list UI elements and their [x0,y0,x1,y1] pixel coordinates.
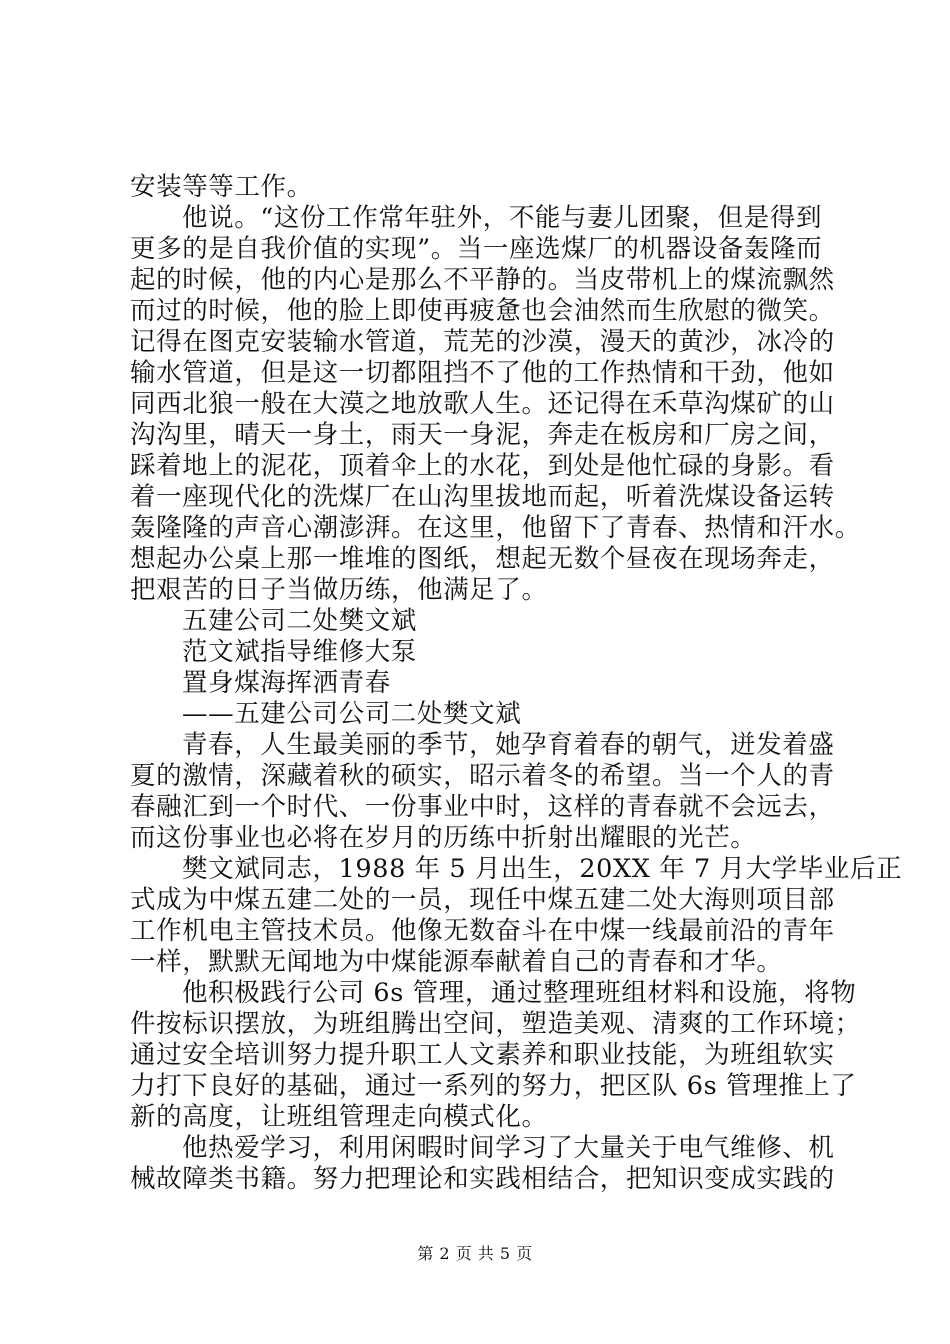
article-byline: ——五建公司公司二处樊文斌 [182,699,522,729]
text-line: 他热爱学习，利用闲暇时间学习了大量关于电气维修、机 [182,1133,835,1163]
text-line: 他说。“这份工作常年驻外，不能与妻儿团聚，但是得到 [182,203,823,233]
text-line: 沟沟里，晴天一身土，雨天一身泥，奔走在板房和厂房之间， [130,420,835,450]
text-line: 更多的是自我价值的实现”。当一座选煤厂的机器设备轰隆而 [130,234,823,264]
text-line: 樊文斌同志，1988 年 5 月出生，20XX 年 7 月大学毕业后正 [182,854,903,884]
text-line: 而过的时候，他的脸上即使再疲惫也会油然而生欣慰的微笑。 [130,296,835,326]
text-line: 同西北狼一般在大漠之地放歌人生。还记得在禾草沟煤矿的山 [130,389,835,419]
text-line: 他积极践行公司 6s 管理，通过整理班组材料和设施，将物 [182,978,857,1008]
text-line: 起的时候，他的内心是那么不平静的。当皮带机上的煤流飘然 [130,265,835,295]
article-title: 置身煤海挥洒青春 [182,668,391,698]
text-line: 工作机电主管技术员。他像无数奋斗在中煤一线最前沿的青年 [130,916,835,946]
text-line: 轰隆隆的声音心潮澎湃。在这里，他留下了青春、热情和汗水。 [130,513,861,543]
text-line: 夏的激情，深藏着秋的硕实，昭示着冬的希望。当一个人的青 [130,761,835,791]
text-line: 械故障类书籍。努力把理论和实践相结合，把知识变成实践的 [130,1164,835,1194]
text-line: 着一座现代化的洗煤厂在山沟里拔地而起，听着洗煤设备运转 [130,482,835,512]
text-line: 新的高度，让班组管理走向模式化。 [130,1102,548,1132]
text-line: 把艰苦的日子当做历练，他满足了。 [130,575,548,605]
text-line: 踩着地上的泥花，顶着伞上的水花，到处是他忙碌的身影。看 [130,451,835,481]
text-line: 而这份事业也必将在岁月的历练中折射出耀眼的光芒。 [130,823,757,853]
text-line: 青春，人生最美丽的季节，她孕育着春的朝气，迸发着盛 [182,730,835,760]
text-line: 式成为中煤五建二处的一员，现任中煤五建二处大海则项目部 [130,885,835,915]
text-line: 春融汇到一个时代、一份事业中时，这样的青春就不会远去， [130,792,835,822]
caption-line: 范文斌指导维修大泵 [182,637,417,667]
text-line: 安装等等工作。 [130,172,313,202]
text-line: 输水管道，但是这一切都阻挡不了他的工作热情和干劲，他如 [130,358,835,388]
page-number-footer: 第 2 页 共 5 页 [417,1244,533,1263]
text-line: 力打下良好的基础，通过一系列的努力，把区队 6s 管理推上了 [130,1071,857,1101]
text-line: 一样，默默无闻地为中煤能源奉献着自己的青春和才华。 [130,947,783,977]
text-line: 通过安全培训努力提升职工人文素养和职业技能，为班组软实 [130,1040,835,1070]
body-text [130,172,903,1195]
text-line: 想起办公桌上那一堆堆的图纸，想起无数个昼夜在现场奔走， [130,544,835,574]
text-line: 件按标识摆放，为班组腾出空间，塑造美观、清爽的工作环境； [130,1009,861,1039]
text-line: 记得在图克安装输水管道，荒芜的沙漠，漫天的黄沙，冰冷的 [130,327,835,357]
author-line: 五建公司二处樊文斌 [182,606,417,636]
